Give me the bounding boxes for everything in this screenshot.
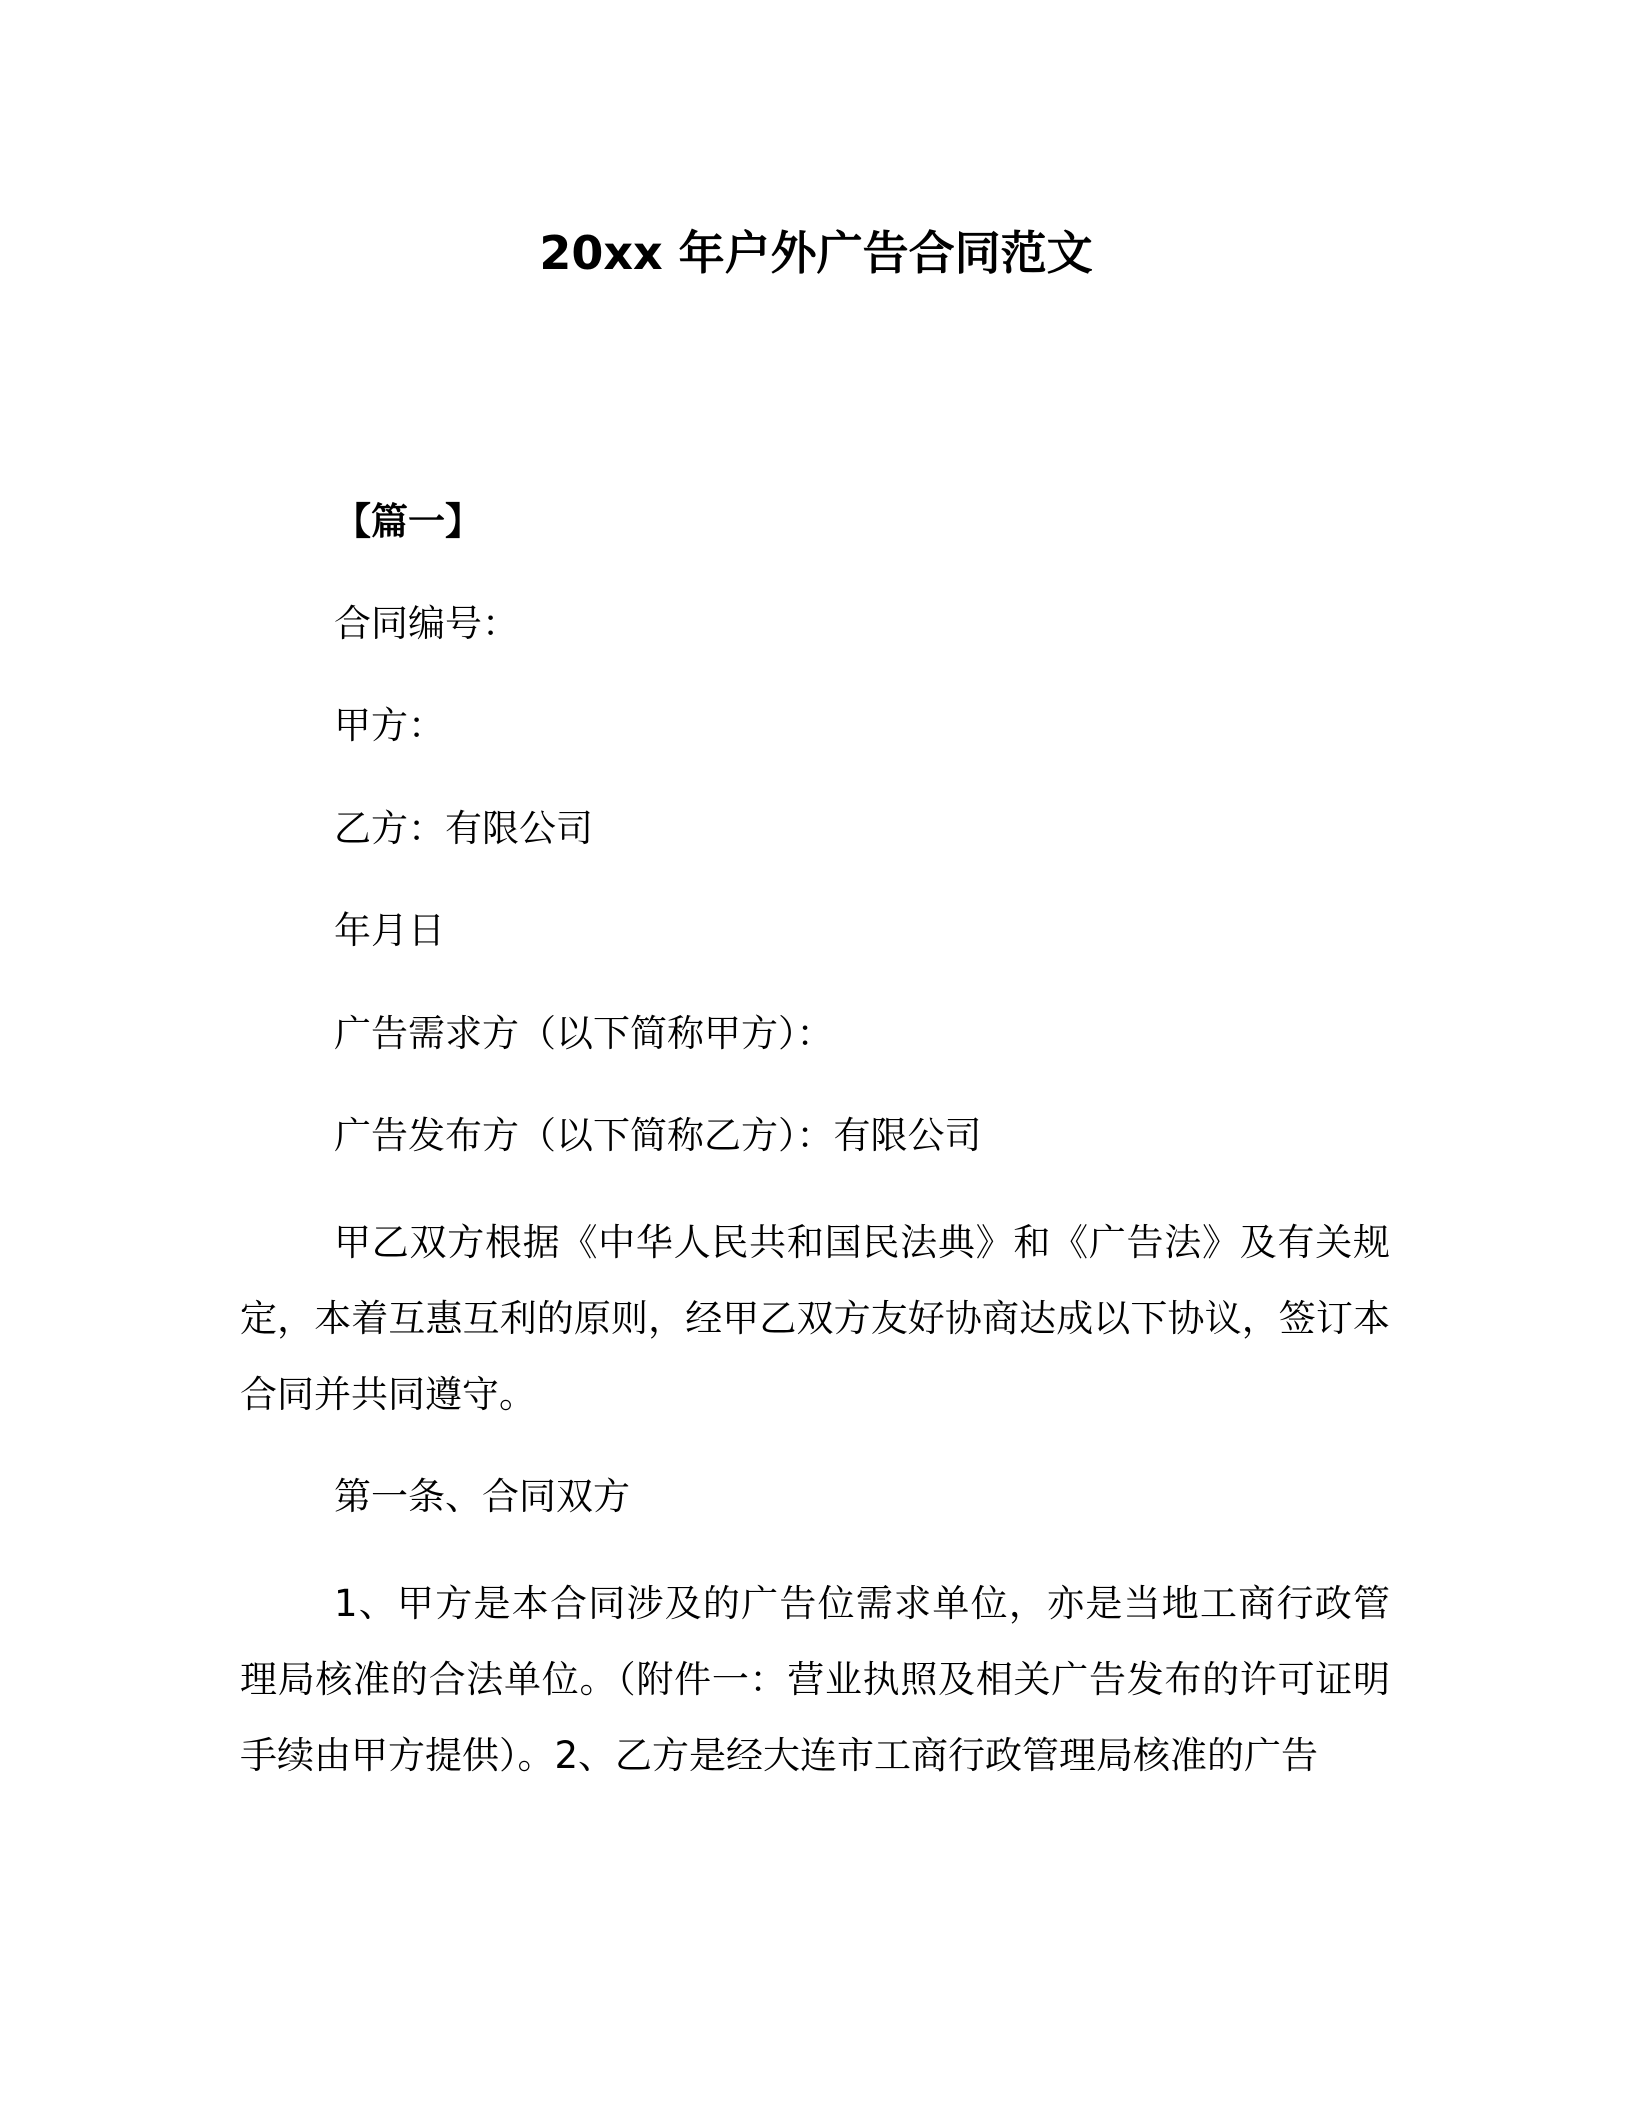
- article-1-paragraph: 1、甲方是本合同涉及的广告位需求单位，亦是当地工商行政管理局核准的合法单位。（附件一：营业执照及相关广告发布的许可证明手续由甲方提供）。2、乙方是经大连市工商行政管理局核准的广告: [240, 1582, 1390, 1777]
- party-a-line: 甲方：: [334, 704, 445, 747]
- ad-demand-party-line: 广告需求方（以下简称甲方）：: [334, 1012, 834, 1055]
- section-label: 【篇一】: [334, 500, 482, 543]
- article-1-heading: 第一条、合同双方: [334, 1475, 630, 1518]
- party-b-line: 乙方：有限公司: [334, 807, 593, 850]
- document-title: 20xx 年户外广告合同范文: [539, 226, 1093, 280]
- ad-publisher-line: 广告发布方（以下简称乙方）：有限公司: [334, 1114, 982, 1157]
- intro-paragraph: 甲乙双方根据《中华人民共和国民法典》和《广告法》及有关规定，本着互惠互利的原则，经甲乙双方友好协商达成以下协议，签订本合同并共同遵守。: [240, 1221, 1390, 1416]
- date-line: 年月日: [334, 909, 445, 952]
- contract-number-line: 合同编号：: [334, 602, 519, 645]
